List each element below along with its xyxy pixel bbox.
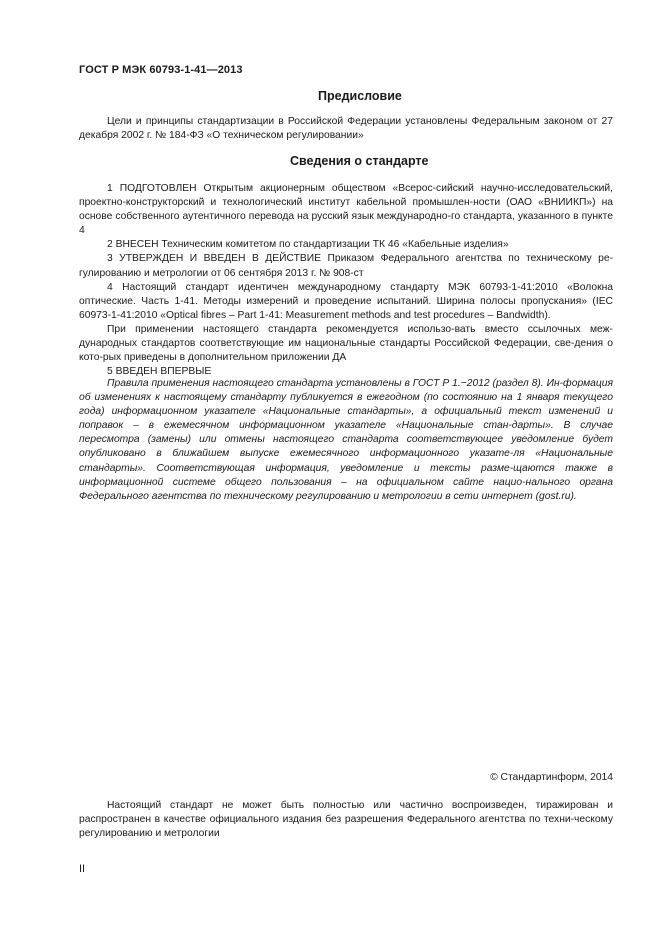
copyright-line: © Стандартинформ, 2014 <box>490 772 613 783</box>
info-item-4-note: При применении настоящего стандарта рекомендуется использо-вать вместо ссылочных меж-дународных стандартов соответствующие им национальные стандарты Российской Федерации, све-дения о кото-рых приведены в дополнительном приложении ДА <box>79 323 613 364</box>
info-item-4: 4 Настоящий стандарт идентичен международному стандарту МЭК 60793-1-41:2010 «Волокна оптические. Часть 1-41. Методы измерений и проведение испытаний. Ширина полосы пропускания» (IEC 60973-1-41:2010 «Optical fibres – Part 1-41: Measurement methods and test procedures – Bandwidth). <box>79 281 613 321</box>
info-item-1: 1 ПОДГОТОВЛЕН Открытым акционерным обществом «Всерос-сийский научно-исследовательский, проектно-конструкторский и технологический институт кабельной промышлен-ности (ОАО «ВНИИКП») на основе собственного аутентичного перевода на русский язык международно-го стандарта, указанного в пункте 4 <box>79 183 613 237</box>
foreword-paragraph: Цели и принципы стандартизации в Российской Федерации установлены Федеральным законом от 27 декабря 2002 г. № 184-ФЗ «О техническом регулировании» <box>79 116 613 142</box>
info-item-2: 2 ВНЕСЕН Техническим комитетом по стандартизации ТК 46 «Кабельные изделия» <box>107 239 509 251</box>
application-rules-block <box>79 377 613 504</box>
reproduction-notice-block <box>79 799 613 841</box>
application-rules-paragraph: Правила применения настоящего стандарта установлены в ГОСТ Р 1.−2012 (раздел 8). Ин-формация об изменениях к настоящему стандарту публикуется в ежегодном (по состоянию на 1 января текущего года) информационном указателе «Национальные стандарты», а официальный текст изменений и поправок – в ежемесячном информационном указателе «Национальные стан-дарты». В случае пересмотра (замены) или отмены настоящего стандарта соответствующее уведомление будет опубликовано в ближайшем выпуске ежемесячного информационного указате-ля «Национальные стандарты». Соответствующая информация, уведомление и тексты разме-щаются также в информационной системе общего пользования – на официальном сайте нацио-нального органа Федерального агентства по техническому регулированию и метрологии в сети интернет (gost.ru). <box>79 378 613 502</box>
page-number: II <box>79 863 86 875</box>
document-header-code: ГОСТ Р МЭК 60793-1-41—2013 <box>79 64 243 76</box>
info-item-3: 3 УТВЕРЖДЕН И ВВЕДЕН В ДЕЙСТВИЕ Приказом Федерального агентства по техническому ре-гулированию и метрологии от 06 сентября 2013 г. № 908-ст <box>79 253 613 279</box>
foreword-text-block <box>79 115 613 143</box>
reproduction-notice-paragraph: Настоящий стандарт не может быть полностью или частично воспроизведен, тиражирован и распространен в качестве официального издания без разрешения Федерального агентства по техни-ческому регулированию и метрологии <box>79 800 613 840</box>
standard-info-title: Сведения о стандарте <box>290 154 429 168</box>
standard-info-block <box>79 182 613 379</box>
foreword-title: Предисловие <box>318 89 402 103</box>
info-item-5: 5 ВВЕДЕН ВПЕРВЫЕ <box>107 366 212 378</box>
